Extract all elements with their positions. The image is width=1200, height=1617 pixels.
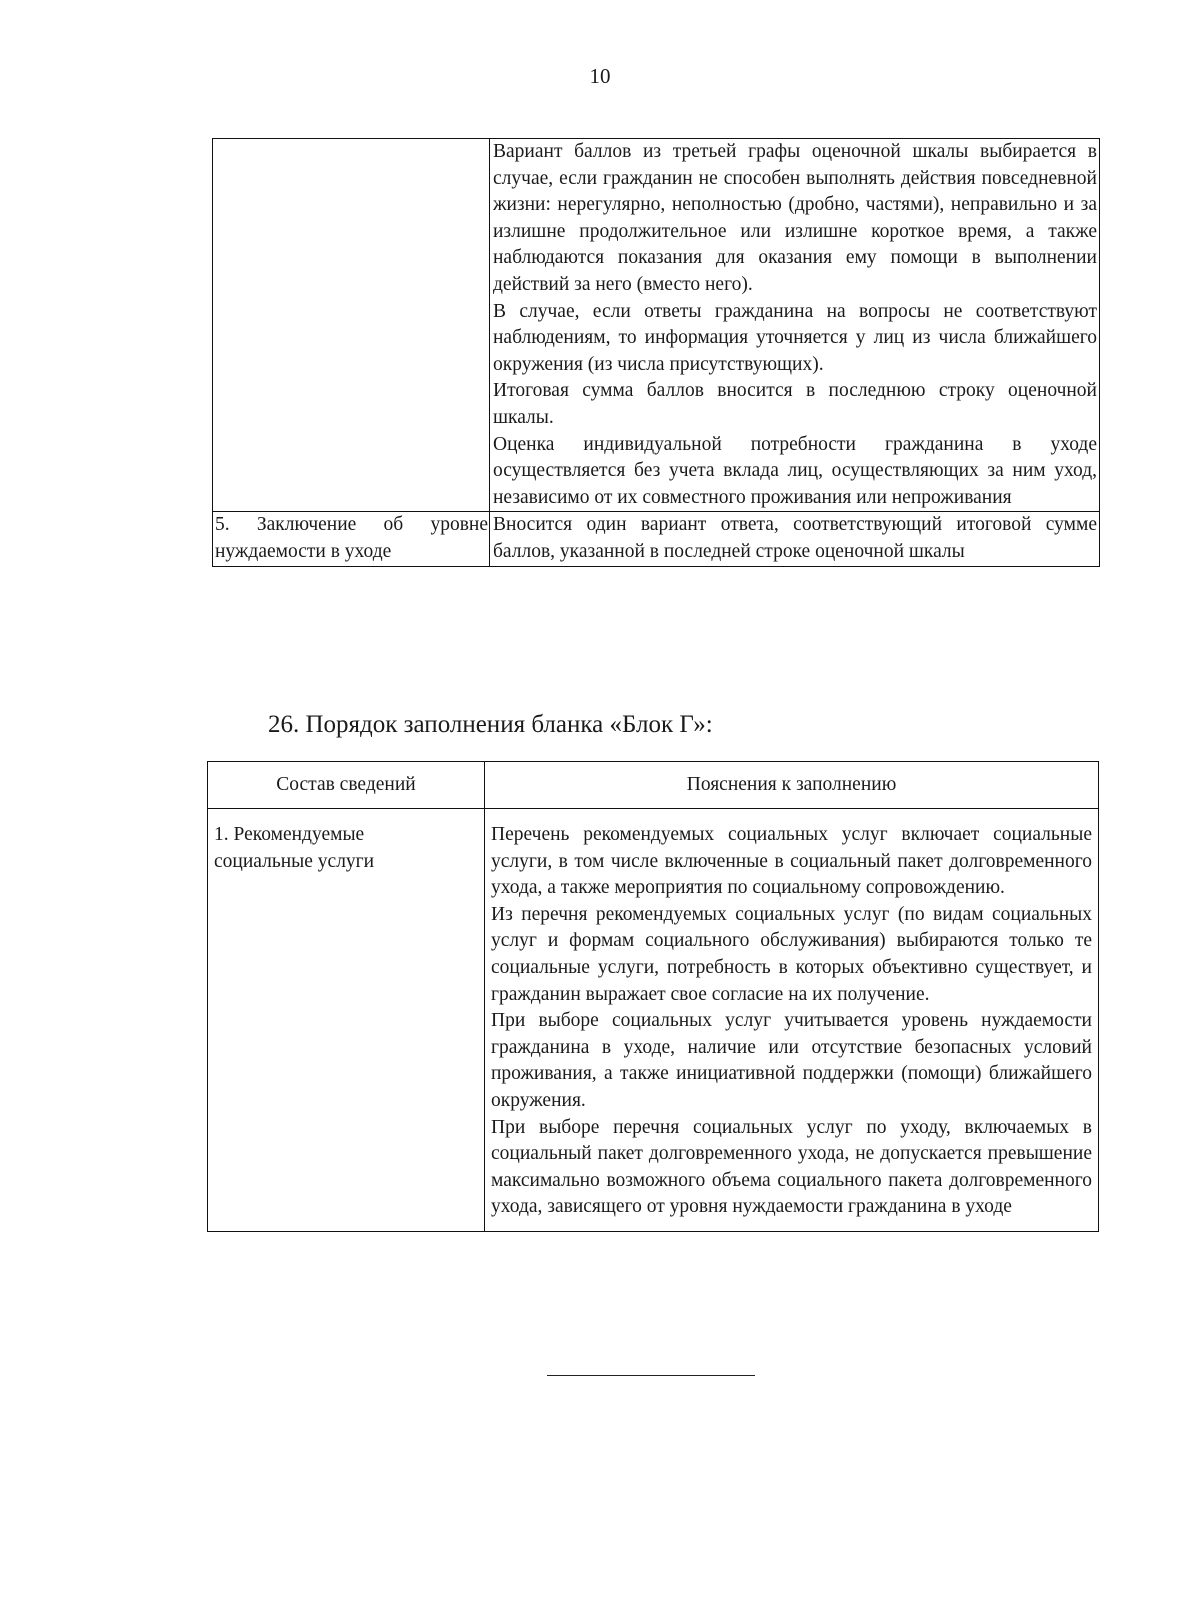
table-cell-label xyxy=(213,512,490,566)
table-row xyxy=(208,809,1099,1232)
end-divider xyxy=(547,1375,755,1376)
row-label-line: социальные услуги xyxy=(214,850,375,872)
column-header: Состав сведений xyxy=(208,762,485,809)
row-label-line: 1. Рекомендуемые xyxy=(214,824,365,845)
paragraph: Вариант баллов из третьей графы оценочной шкалы выбирается в случае, если гражданин не способен выполнять действия повседневной жизни: нерегулярно, неполностью (дробно, частями), неправильно и за излишне продолжительное или излишне короткое время, а также наблюдаются показания для оказания ему помощи в выполнении действий за него (вместо него). xyxy=(493,141,1097,295)
table-header-row xyxy=(208,762,1099,809)
row-label: 5. Заключение об уровне нуждаемости в уходе xyxy=(215,514,488,562)
table-cell-explanation xyxy=(490,139,1100,512)
column-header: Пояснения к заполнению xyxy=(485,762,1099,809)
section-heading: 26. Порядок заполнения бланка «Блок Г»: xyxy=(268,711,713,738)
paragraph: Перечень рекомендуемых социальных услуг включает социальные услуги, в том числе включенные в социальный пакет долговременного ухода, а также мероприятия по социальному сопровождению. xyxy=(491,824,1092,899)
table-cell-empty xyxy=(213,139,490,512)
table-cell-explanation xyxy=(490,512,1100,566)
block-g-table xyxy=(207,761,1099,1232)
paragraph: При выборе перечня социальных услуг по уходу, включаемых в социальный пакет долговременного ухода, не допускается превышение максимально возможного объема социального пакета долговременного ухода, зависящего от уровня нуждаемости гражданина в уходе xyxy=(491,1116,1092,1218)
paragraph: Итоговая сумма баллов вносится в последнюю строку оценочной шкалы. xyxy=(493,380,1097,428)
paragraph: Вносится один вариант ответа, соответствующий итоговой сумме баллов, указанной в последней строке оценочной шкалы xyxy=(493,514,1097,562)
table-cell-explanation xyxy=(485,809,1099,1232)
paragraph: При выборе социальных услуг учитывается уровень нуждаемости гражданина в уходе, наличие или отсутствие безопасных условий проживания, а также инициативной поддержки (помощи) ближайшего окружения. xyxy=(491,1010,1092,1111)
continued-table xyxy=(212,138,1100,567)
paragraph: Из перечня рекомендуемых социальных услуг (по видам социальных услуг и формам социального обслуживания) выбираются только те социальные услуги, потребность в которых объективно существует, и гражданин выражает свое согласие на их получение. xyxy=(491,903,1092,1005)
page-number: 10 xyxy=(589,64,611,88)
paragraph: Оценка индивидуальной потребности гражданина в уходе осуществляется без учета вклада лиц, осуществляющих за ним уход, независимо от их совместного проживания или непроживания xyxy=(493,433,1097,508)
table-row xyxy=(213,139,1100,512)
table-row xyxy=(213,512,1100,566)
paragraph: В случае, если ответы гражданина на вопросы не соответствуют наблюдениям, то информация уточняется у лиц из числа ближайшего окружения (из числа присутствующих). xyxy=(493,300,1097,375)
table-cell-label xyxy=(208,809,485,1232)
